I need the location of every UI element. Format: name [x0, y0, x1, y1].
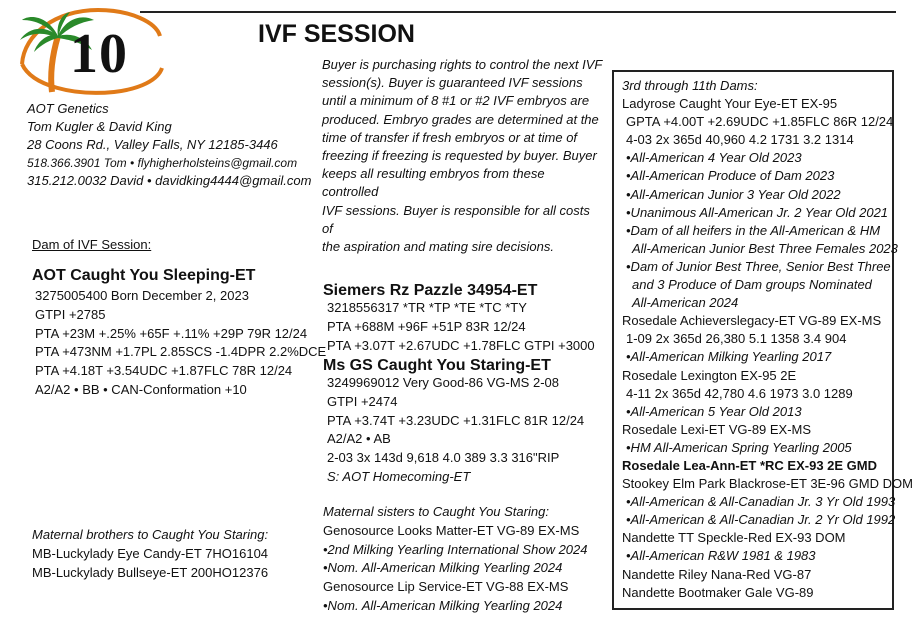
sister-line: •2nd Milking Yearling International Show 2024	[323, 541, 588, 557]
dam-line: PTA +473NM +1.7PL 2.85SCS -1.4DPR 2.2%DCE	[35, 344, 327, 360]
ancestor-line: 1-09 2x 365d 26,380 5.1 1358 3.4 904	[626, 331, 847, 347]
sister-line: •Nom. All-American Milking Yearling 2024	[323, 560, 563, 576]
header-rule	[140, 11, 896, 13]
ancestor-line: GPTA +4.00T +2.69UDC +1.85FLC 86R 12/24	[626, 114, 894, 130]
dam-details	[35, 287, 326, 400]
maternal-sisters	[323, 503, 588, 616]
second-dam-name: Ms GS Caught You Staring-ET	[323, 357, 551, 374]
ancestor-line: •All-American Produce of Dam 2023	[626, 168, 835, 184]
description-line: session(s). Buyer is guaranteed IVF sessions	[322, 75, 583, 91]
description-line: produced. Embryo grades are determined at the	[322, 111, 599, 127]
contact-tom: 518.366.3901 Tom • flyhigherholsteins@gmail.com	[27, 156, 298, 170]
session-description	[322, 56, 604, 256]
description-line: the aspiration and mating sire decisions.	[322, 239, 554, 255]
ancestor-line: •Dam of Junior Best Three, Senior Best Three	[626, 258, 891, 274]
description-line: freezing if freezing is requested by buyer. Buyer	[322, 148, 597, 164]
brother-line: MB-Luckylady Bullseye-ET 200HO12376	[32, 564, 269, 580]
brother-line: MB-Luckylady Eye Candy-ET 7HO16104	[32, 545, 269, 561]
ancestor-line: •HM All-American Spring Yearling 2005	[626, 439, 852, 455]
sister-line: Genosource Lip Service-ET VG-88 EX-MS	[323, 579, 569, 595]
ancestor-line: •All-American & All-Canadian Jr. 3 Yr Old 1993	[626, 494, 896, 510]
sire-line: 3218556317 *TR *TP *TE *TC *TY	[327, 300, 527, 315]
second-dam-line: 3249969012 Very Good-86 VG-MS 2-08	[327, 375, 559, 390]
second-dam-line: PTA +3.74T +3.23UDC +1.31FLC 81R 12/24	[327, 412, 585, 428]
ancestor-line: Rosedale Lexington EX-95 2E	[622, 367, 797, 383]
maternal-sisters-header: Maternal sisters to Caught You Staring:	[323, 504, 549, 519]
ancestor-line: Rosedale Lexi-ET VG-89 EX-MS	[622, 421, 812, 437]
description-line: time of transfer if fresh embryos or at time of	[322, 129, 578, 145]
sire-details	[327, 299, 595, 355]
ancestor-line: •Unanimous All-American Jr. 2 Year Old 2021	[626, 204, 889, 220]
dam-line: PTA +4.18T +3.54UDC +1.87FLC 78R 12/24	[35, 363, 293, 379]
second-dam-line: 2-03 3x 143d 9,618 4.0 389 3.3 316"RIP	[327, 450, 560, 466]
second-dam-line: GTPI +2474	[327, 393, 398, 409]
ancestor-line: •All-American 4 Year Old 2023	[626, 150, 802, 166]
ancestor-line: and 3 Produce of Dam groups Nominated	[632, 277, 872, 293]
ancestor-line: 4-03 2x 365d 40,960 4.2 1731 3.2 1314	[626, 132, 854, 148]
sire-line: PTA +688M +96F +51P 83R 12/24	[327, 318, 526, 334]
ancestor-line: All-American 2024	[632, 295, 739, 311]
lot-number: 10	[70, 23, 128, 85]
consignor-owners: Tom Kugler & David King	[27, 119, 172, 134]
description-line: IVF sessions. Buyer is responsible for all costs of	[322, 202, 590, 236]
ancestor-line: •All-American 5 Year Old 2013	[626, 403, 802, 419]
maternal-brothers-header: Maternal brothers to Caught You Staring:	[32, 527, 269, 542]
ancestor-line: Rosedale Achieverslegacy-ET VG-89 EX-MS	[622, 313, 882, 329]
ancestor-line: •All-American Milking Yearling 2017	[626, 349, 832, 365]
ancestor-line: Stookey Elm Park Blackrose-ET 3E-96 GMD DOM	[622, 476, 913, 492]
ancestor-line: 4-11 2x 365d 42,780 4.6 1973 3.0 1289	[626, 385, 853, 401]
ancestor-line: •Dam of all heifers in the All-American & HM	[626, 222, 881, 238]
sister-line: Genosource Looks Matter-ET VG-89 EX-MS	[323, 522, 580, 538]
contact-david: 315.212.0032 David • davidking4444@gmail.com	[27, 173, 312, 188]
dam-line: A2/A2 • BB • CAN-Conformation +10	[35, 381, 247, 397]
ancestor-line: Nandette Bootmaker Gale VG-89	[622, 584, 814, 600]
description-line: keeps all resulting embryos from these controlled	[322, 166, 545, 200]
dam-line: GTPI +2785	[35, 306, 106, 322]
dam-line: 3275005400 Born December 2, 2023	[35, 288, 249, 303]
second-dam-line: A2/A2 • AB	[327, 431, 391, 447]
sire-line: PTA +3.07T +2.67UDC +1.78FLC GTPI +3000	[327, 337, 595, 353]
ancestor-dams-header: 3rd through 11th Dams:	[622, 78, 758, 93]
sire-name: Siemers Rz Pazzle 34954-ET	[323, 282, 538, 299]
ancestor-line: Nandette Riley Nana-Red VG-87	[622, 566, 812, 582]
ancestor-line: Rosedale Lea-Ann-ET *RC EX-93 2E GMD	[622, 457, 877, 473]
dam-name: AOT Caught You Sleeping-ET	[32, 267, 256, 284]
consignor-address: 28 Coons Rd., Valley Falls, NY 12185-3446	[27, 137, 278, 152]
dam-header: Dam of IVF Session:	[32, 237, 152, 252]
ancestor-line: •All-American & All-Canadian Jr. 2 Yr Old 1992	[626, 512, 896, 528]
page-title: IVF SESSION	[258, 20, 415, 48]
description-line: Buyer is purchasing rights to control the next IVF	[322, 57, 603, 72]
sister-line: •Nom. All-American Milking Yearling 2024	[323, 597, 563, 613]
maternal-brothers	[32, 526, 268, 582]
description-line: until a minimum of 8 #1 or #2 IVF embryos are	[322, 93, 590, 109]
ancestor-line: •All-American R&W 1981 & 1983	[626, 548, 816, 564]
second-dam-sire: S: AOT Homecoming-ET	[327, 468, 471, 484]
consignor-info	[27, 100, 311, 190]
consignor-name: AOT Genetics	[27, 101, 109, 116]
ancestor-dams-box	[612, 70, 913, 610]
ancestor-line: •All-American Junior 3 Year Old 2022	[626, 186, 841, 202]
second-dam-details	[327, 374, 584, 487]
dam-line: PTA +23M +.25% +65F +.11% +29P 79R 12/24	[35, 325, 308, 341]
ancestor-line: All-American Junior Best Three Females 2023	[632, 240, 898, 256]
ancestor-line: Nandette TT Speckle-Red EX-93 DOM	[622, 530, 846, 546]
ancestor-line: Ladyrose Caught Your Eye-ET EX-95	[622, 96, 838, 112]
